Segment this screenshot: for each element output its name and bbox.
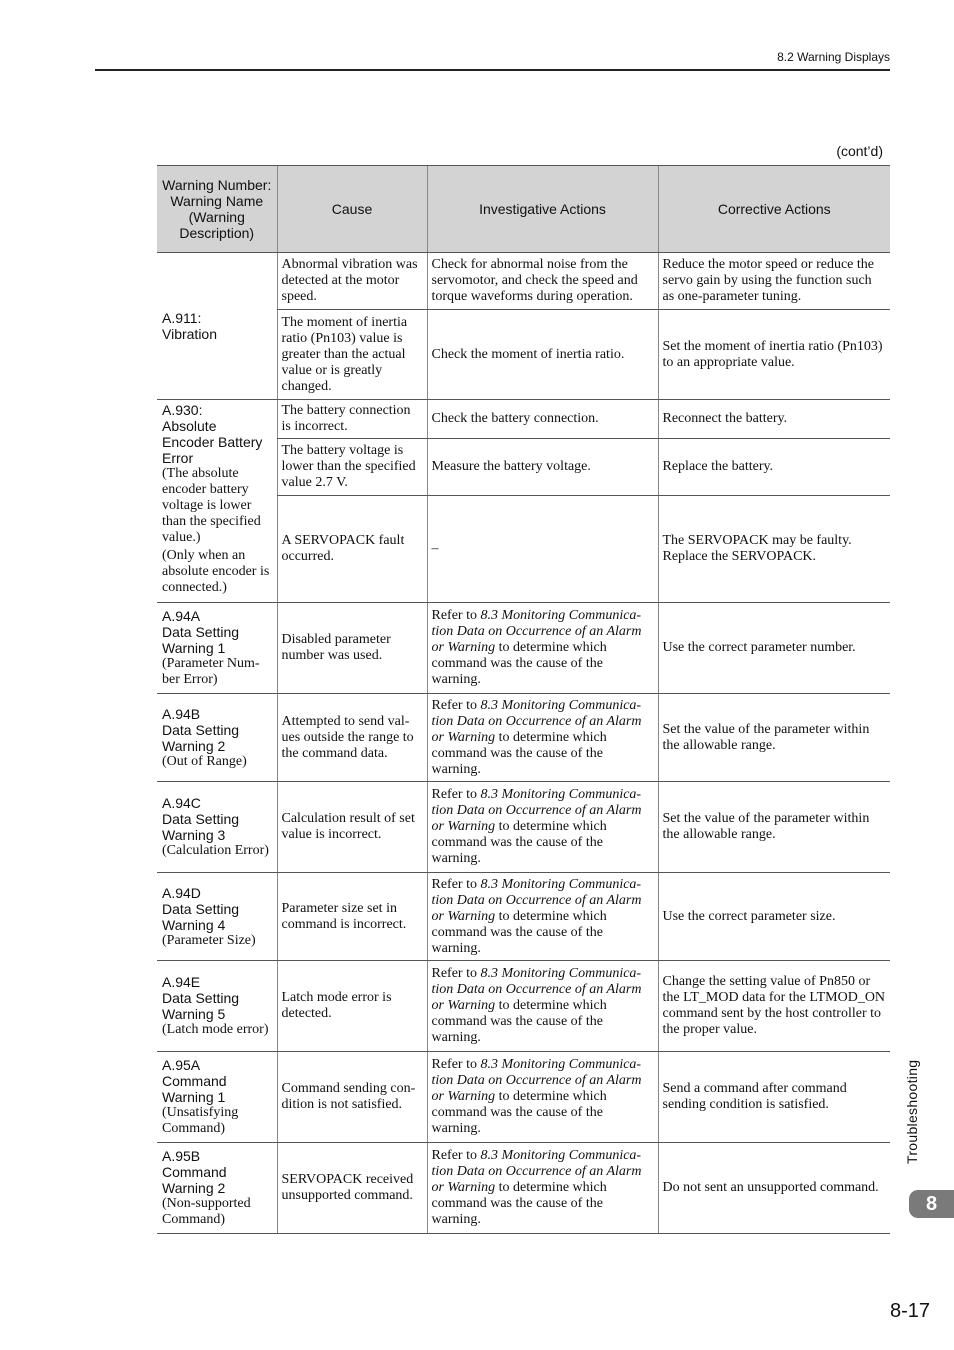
cause-cell: SERVOPACK received unsupported command. xyxy=(277,1143,427,1234)
correct-cell: Do not sent an unsupported command. xyxy=(658,1143,890,1234)
investigate-cell: Refer to 8.3 Monitoring Communica-tion Data on Occurrence of an Alarm or Warning to determine which command was the cause of the warning. xyxy=(427,1052,658,1143)
investigate-cell: Refer to 8.3 Monitoring Communica-tion Data on Occurrence of an Alarm or Warning to determine which command was the cause of the warning. xyxy=(427,782,658,873)
correct-cell: Set the value of the parameter within the allowable range. xyxy=(658,694,890,782)
page-number: 8-17 xyxy=(889,1300,930,1322)
correct-cell: Change the setting value of Pn850 or the LT_MOD data for the LTMOD_ON command sent by the host controller to the proper value. xyxy=(658,961,890,1052)
warning-cell xyxy=(157,873,277,961)
warning-number: A.95B xyxy=(162,1148,201,1164)
section-reference: 8.3 Monitoring Communica-tion Data on Occurrence of an Alarm or Warning xyxy=(431,876,642,924)
cause-cell: Calculation result of set value is incorrect. xyxy=(277,782,427,873)
table-row xyxy=(157,253,890,310)
investigate-cell: Check the battery connection. xyxy=(427,400,658,439)
correct-cell: The SERVOPACK may be faulty. Replace the SERVOPACK. xyxy=(658,496,890,603)
warning-name: Data Setting Warning 4 xyxy=(162,900,240,933)
cause-cell: Parameter size set in command is incorrect. xyxy=(277,873,427,961)
investigate-cell: Refer to 8.3 Monitoring Communica-tion Data on Occurrence of an Alarm or Warning to determine which command was the cause of the warning. xyxy=(427,873,658,961)
warning-note: (Only when an absolute encoder is connected.) xyxy=(162,548,270,595)
table-row xyxy=(157,603,890,694)
warning-description: (The absolute encoder battery voltage is lower than the specified value.) xyxy=(162,466,261,545)
warning-cell xyxy=(157,694,277,782)
warning-description: (Out of Range) xyxy=(162,753,247,769)
table-row xyxy=(157,694,890,782)
warning-number: A.911: xyxy=(162,310,202,326)
warning-cell xyxy=(157,961,277,1052)
table-row xyxy=(157,961,890,1052)
col-header-corrective: Corrective Actions xyxy=(658,166,890,253)
cause-cell: Abnormal vibration was detected at the motor speed. xyxy=(277,253,427,310)
table-row xyxy=(157,873,890,961)
warning-name: Data Setting Warning 2 xyxy=(162,721,240,754)
chapter-tab: 8 xyxy=(909,1190,954,1218)
cause-cell: The battery voltage is lower than the specified value 2.7 V. xyxy=(277,439,427,496)
cause-cell: Attempted to send val-ues outside the range to the command data. xyxy=(277,694,427,782)
cause-cell: The battery connection is incorrect. xyxy=(277,400,427,439)
chapter-side-label: Troubleshooting xyxy=(904,1059,920,1164)
table-row xyxy=(157,1052,890,1143)
section-reference: 8.3 Monitoring Communica-tion Data on Occurrence of an Alarm or Warning xyxy=(431,697,642,745)
table-row xyxy=(157,400,890,439)
warning-cell xyxy=(157,782,277,873)
table-row xyxy=(157,782,890,873)
investigate-cell: Check the moment of inertia ratio. xyxy=(427,310,658,400)
section-reference: 8.3 Monitoring Communica-tion Data on Occurrence of an Alarm or Warning xyxy=(431,787,642,834)
section-reference: 8.3 Monitoring Communica-tion Data on Occurrence of an Alarm or Warning xyxy=(431,608,642,655)
warning-number: A.94C xyxy=(162,795,201,811)
warning-name: Command Warning 1 xyxy=(162,1073,227,1105)
warning-name: Data Setting Warning 3 xyxy=(162,811,240,843)
warning-number: A.94B xyxy=(162,705,201,722)
warning-number: A.94A xyxy=(162,608,201,624)
section-header: 8.2 Warning Displays xyxy=(777,50,890,64)
warning-name: Data Setting Warning 1 xyxy=(162,624,240,656)
warning-cell xyxy=(157,1052,277,1143)
col-header-cause: Cause xyxy=(277,166,427,253)
investigate-cell: Refer to 8.3 Monitoring Communica-tion Data on Occurrence of an Alarm or Warning to determine which command was the cause of the warning. xyxy=(427,603,658,694)
correct-cell: Use the correct parameter size. xyxy=(658,873,890,961)
correct-cell: Send a command after command sending condition is satisfied. xyxy=(658,1052,890,1143)
correct-cell: Set the value of the parameter within the allowable range. xyxy=(658,782,890,873)
correct-cell: Replace the battery. xyxy=(658,439,890,496)
table-row xyxy=(157,1143,890,1234)
investigate-cell: Check for abnormal noise from the servomotor, and check the speed and torque waveforms during operation. xyxy=(427,253,658,310)
section-reference: 8.3 Monitoring Communica-tion Data on Occurrence of an Alarm or Warning xyxy=(431,1057,642,1104)
correct-cell: Reconnect the battery. xyxy=(658,400,890,439)
col-header-investigative: Investigative Actions xyxy=(427,166,658,253)
warning-number: A.930: xyxy=(162,402,203,418)
warning-name: Vibration xyxy=(162,326,218,342)
warning-number: A.95A xyxy=(162,1057,201,1073)
warning-description: (Latch mode error) xyxy=(162,1022,269,1037)
warning-description: (Calculation Error) xyxy=(162,843,269,858)
correct-cell: Use the correct parameter number. xyxy=(658,603,890,694)
cause-cell: Latch mode error is detected. xyxy=(277,961,427,1052)
warning-description: (Non-supported Command) xyxy=(162,1196,251,1227)
investigate-cell: – xyxy=(427,496,658,603)
warning-cell xyxy=(157,253,277,400)
investigate-cell: Refer to 8.3 Monitoring Communica-tion Data on Occurrence of an Alarm or Warning to determine which command was the cause of the warning. xyxy=(427,694,658,782)
cause-cell: Command sending con-dition is not satisfied. xyxy=(277,1052,427,1143)
cause-cell: A SERVOPACK fault occurred. xyxy=(277,496,427,603)
warning-number: A.94E xyxy=(162,974,201,990)
col-header-warning: Warning Number: Warning Name (Warning Description) xyxy=(157,166,277,253)
section-reference: 8.3 Monitoring Communica-tion Data on Occurrence of an Alarm or Warning xyxy=(431,1148,642,1195)
warning-cell xyxy=(157,603,277,694)
warning-description: (Unsatisfying Command) xyxy=(162,1105,239,1136)
warning-name: Command Warning 2 xyxy=(162,1164,227,1196)
warning-description: (Parameter Num-ber Error) xyxy=(162,656,260,687)
investigate-cell: Measure the battery voltage. xyxy=(427,439,658,496)
warning-name: Absolute Encoder Battery Error xyxy=(162,418,263,466)
cause-cell: The moment of inertia ratio (Pn103) value is greater than the actual value or is greatly changed. xyxy=(277,310,427,400)
continued-label: (cont’d) xyxy=(836,143,883,159)
cause-cell: Disabled parameter number was used. xyxy=(277,603,427,694)
warning-cell xyxy=(157,400,277,603)
correct-cell: Reduce the motor speed or reduce the servo gain by using the function such as one-parameter tuning. xyxy=(658,253,890,310)
investigate-cell: Refer to 8.3 Monitoring Communica-tion Data on Occurrence of an Alarm or Warning to determine which command was the cause of the warning. xyxy=(427,1143,658,1234)
investigate-cell: Refer to 8.3 Monitoring Communica-tion Data on Occurrence of an Alarm or Warning to determine which command was the cause of the warning. xyxy=(427,961,658,1052)
warning-description: (Parameter Size) xyxy=(162,932,256,948)
header-rule xyxy=(95,69,890,71)
table-header-row xyxy=(157,166,890,253)
section-reference: 8.3 Monitoring Communica-tion Data on Occurrence of an Alarm or Warning xyxy=(431,966,642,1013)
warning-number: A.94D xyxy=(162,884,201,901)
warning-table xyxy=(157,165,890,1234)
warning-name: Data Setting Warning 5 xyxy=(162,990,240,1022)
correct-cell: Set the moment of inertia ratio (Pn103) to an appropriate value. xyxy=(658,310,890,400)
warning-cell xyxy=(157,1143,277,1234)
